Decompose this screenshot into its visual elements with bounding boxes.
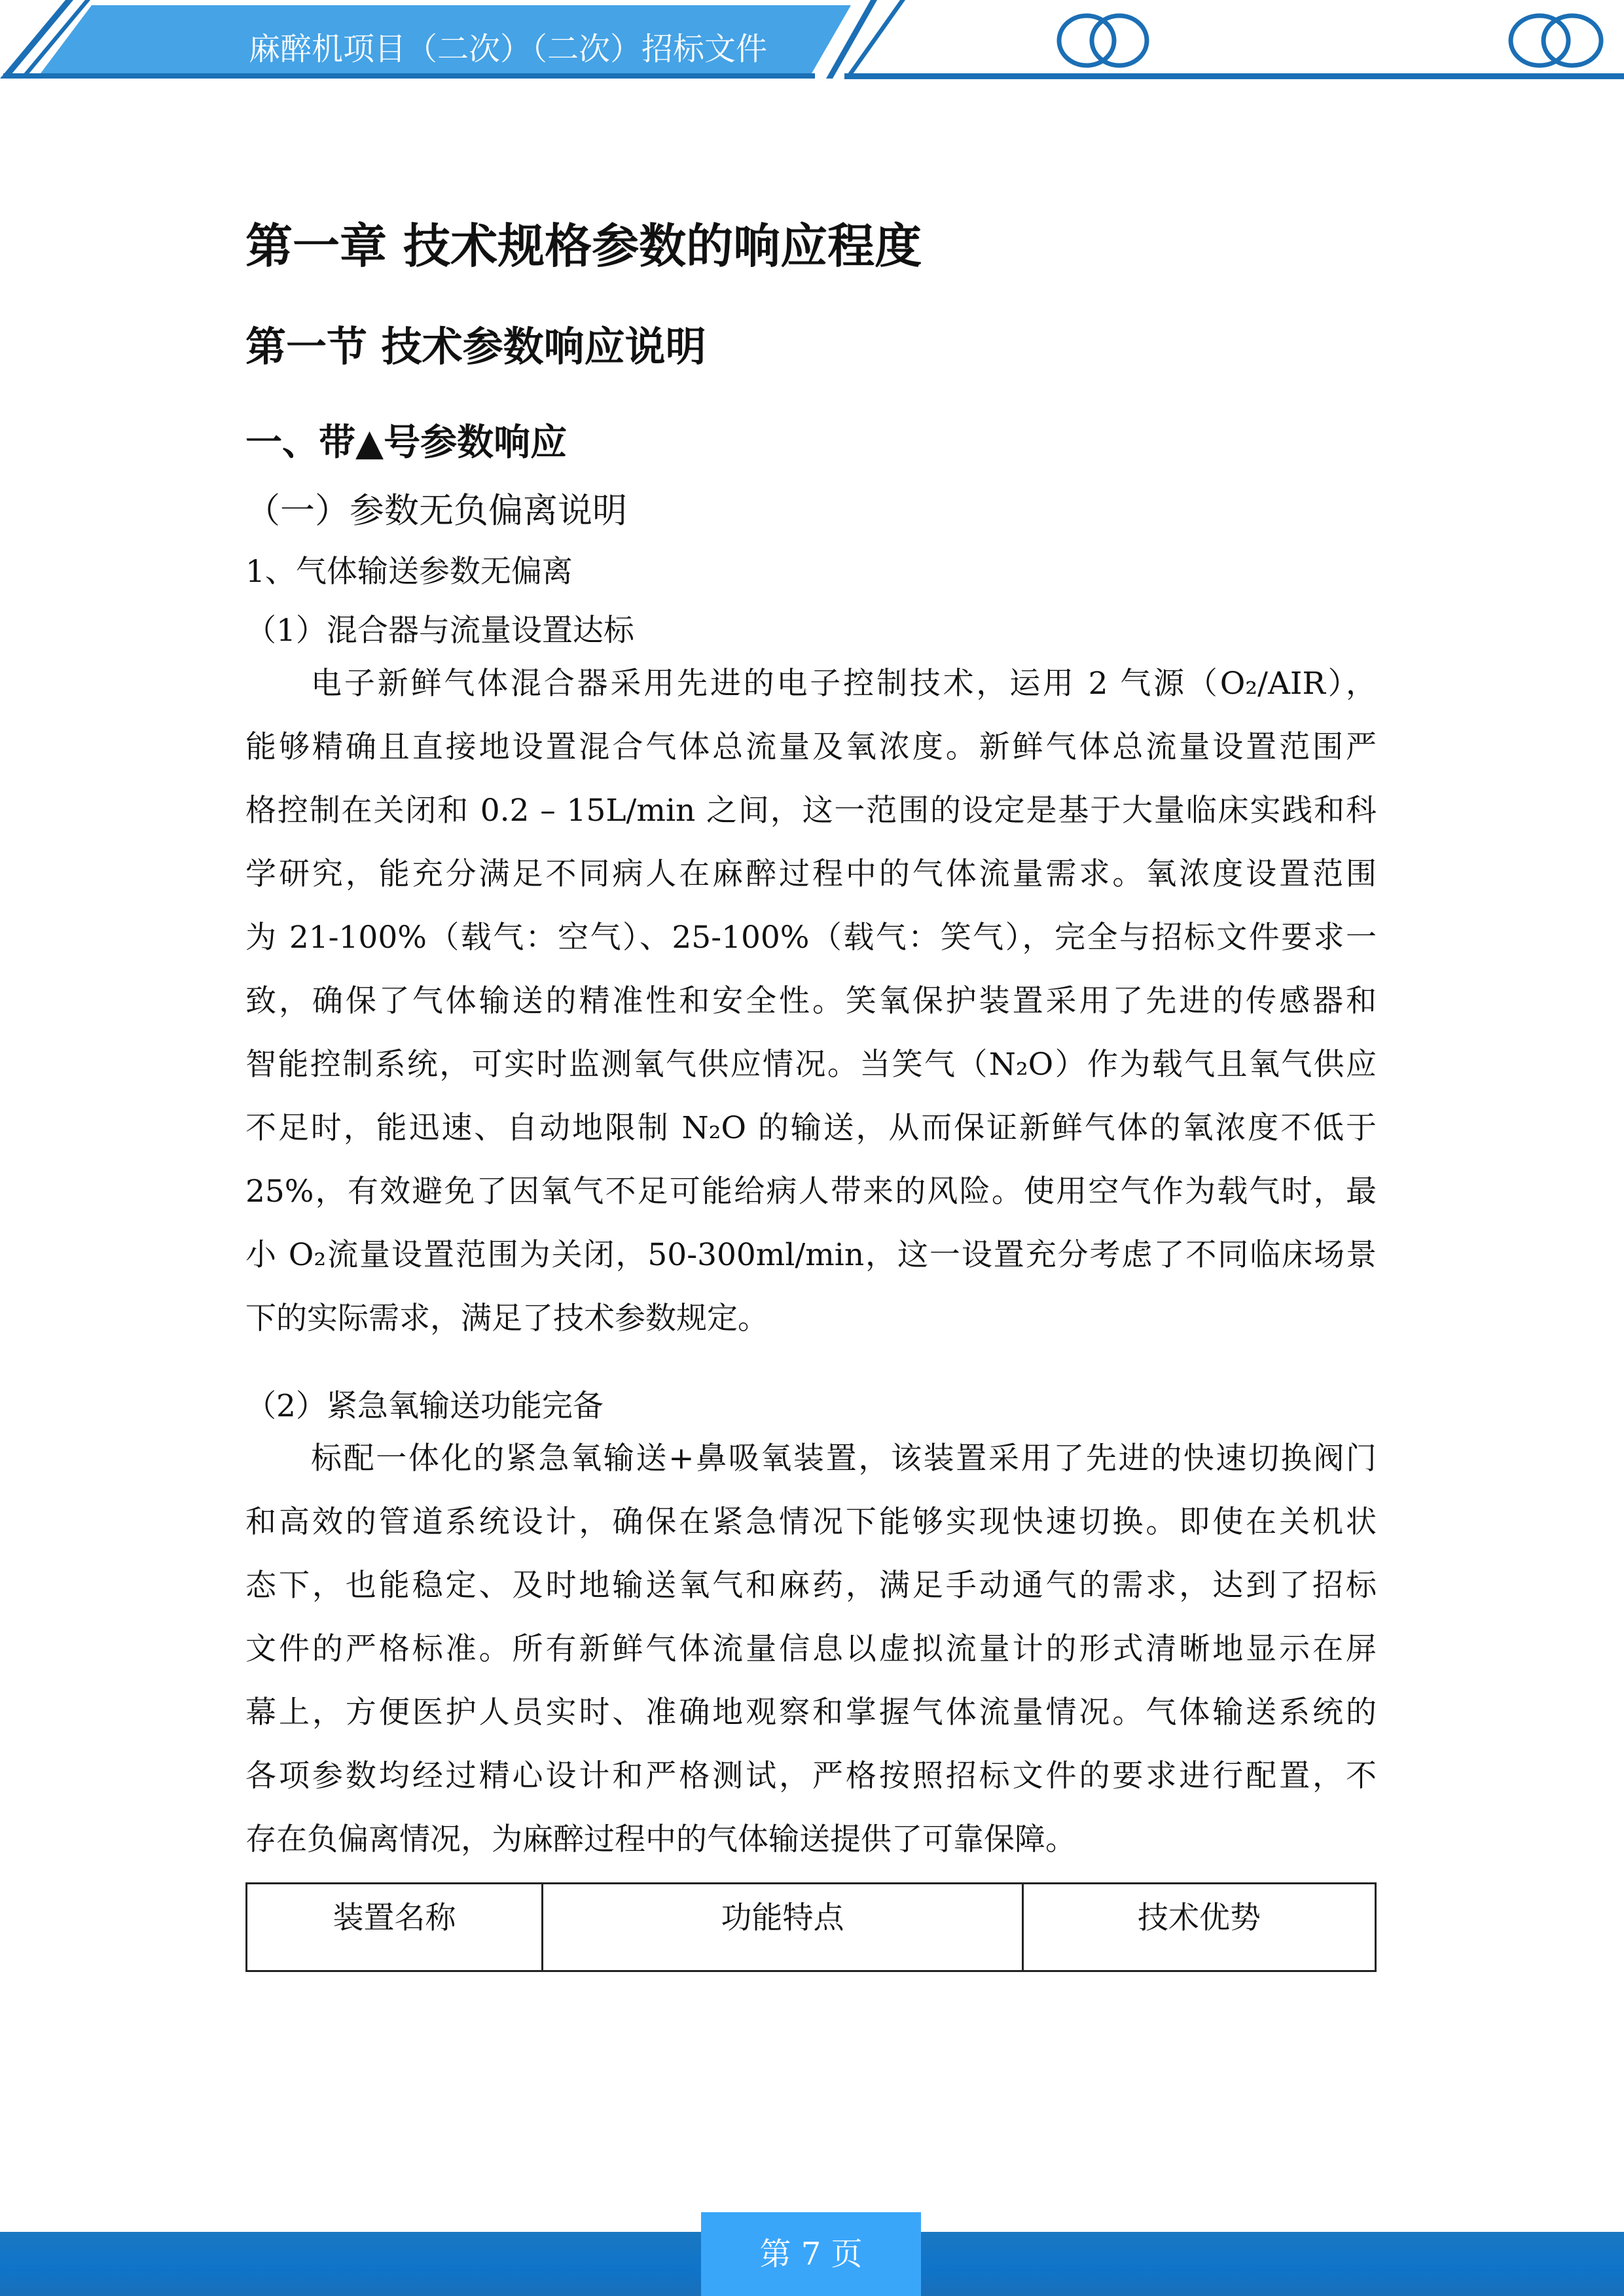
table-header-cell: 功能特点	[543, 1884, 1023, 1971]
table-header-row	[247, 1884, 1376, 1971]
text-line: 小 O₂流量设置范围为关闭，50-300ml/min，这一设置充分考虑了不同临床场景	[245, 1237, 1377, 1273]
text-line: 为 21-100%（载气：空气）、25-100%（载气：笑气），完全与招标文件要求一	[245, 920, 1377, 956]
sub-heading: （一）参数无负偏离说明	[245, 491, 627, 531]
subsection-title: 一、带▲号参数响应	[245, 422, 568, 464]
table-header-cell: 装置名称	[247, 1884, 543, 1971]
text-line: 智能控制系统，可实时监测氧气供应情况。当笑气（N₂O）作为载气且氧气供应	[245, 1047, 1377, 1083]
text-line: 文件的严格标准。所有新鲜气体流量信息以虚拟流量计的形式清晰地显示在屏	[245, 1631, 1377, 1667]
text-line: 不足时，能迅速、自动地限制 N₂O 的输送，从而保证新鲜气体的氧浓度不低于	[245, 1110, 1377, 1146]
chapter-title: 第一章 技术规格参数的响应程度	[245, 219, 922, 274]
item-subheading: （1）混合器与流量设置达标	[245, 613, 634, 649]
text-line: 幕上，方便医护人员实时、准确地观察和掌握气体流量情况。气体输送系统的	[245, 1695, 1377, 1731]
text-line: 存在负偏离情况，为麻醉过程中的气体输送提供了可靠保障。	[245, 1821, 1076, 1857]
text-line: 下的实际需求，满足了技术参数规定。	[245, 1300, 768, 1336]
header-decoration	[0, 0, 1624, 85]
text-line: 25%，有效避免了因氧气不足可能给病人带来的风险。使用空气作为载气时，最	[245, 1174, 1377, 1210]
text-line: 态下，也能稳定、及时地输送氧气和麻药，满足手动通气的需求，达到了招标	[245, 1568, 1377, 1604]
text-line: 能够精确且直接地设置混合气体总流量及氧浓度。新鲜气体总流量设置范围严	[245, 729, 1377, 765]
item-subheading: （2）紧急氧输送功能完备	[245, 1388, 604, 1424]
text-line: 学研究，能充分满足不同病人在麻醉过程中的气体流量需求。氧浓度设置范围	[245, 856, 1377, 892]
text-line: 各项参数均经过精心设计和严格测试，严格按照招标文件的要求进行配置，不	[245, 1758, 1377, 1794]
text-line: 标配一体化的紧急氧输送+鼻吸氧装置，该装置采用了先进的快速切换阀门	[311, 1441, 1377, 1477]
text-line: 和高效的管道系统设计，确保在紧急情况下能够实现快速切换。即使在关机状	[245, 1504, 1377, 1540]
table-header-cell: 技术优势	[1023, 1884, 1376, 1971]
logo-rings-icon	[1059, 16, 1601, 65]
item-heading: 1、气体输送参数无偏离	[245, 554, 573, 590]
header-title: 麻醉机项目（二次）（二次）招标文件	[249, 31, 768, 67]
paragraph-emergency-oxygen	[245, 1427, 1377, 1871]
device-table	[245, 1882, 1377, 1972]
text-line: 电子新鲜气体混合器采用先进的电子控制技术，运用 2 气源（O₂/AIR），	[311, 666, 1377, 702]
section-title: 第一节 技术参数响应说明	[245, 323, 706, 370]
text-line: 格控制在关闭和 0.2 – 15L/min 之间，这一范围的设定是基于大量临床实践和科	[245, 793, 1377, 829]
page-number: 第 7 页	[701, 2212, 921, 2296]
text-line: 致，确保了气体输送的精准性和安全性。笑氧保护装置采用了先进的传感器和	[245, 983, 1377, 1019]
paragraph-mixer	[245, 652, 1377, 1350]
